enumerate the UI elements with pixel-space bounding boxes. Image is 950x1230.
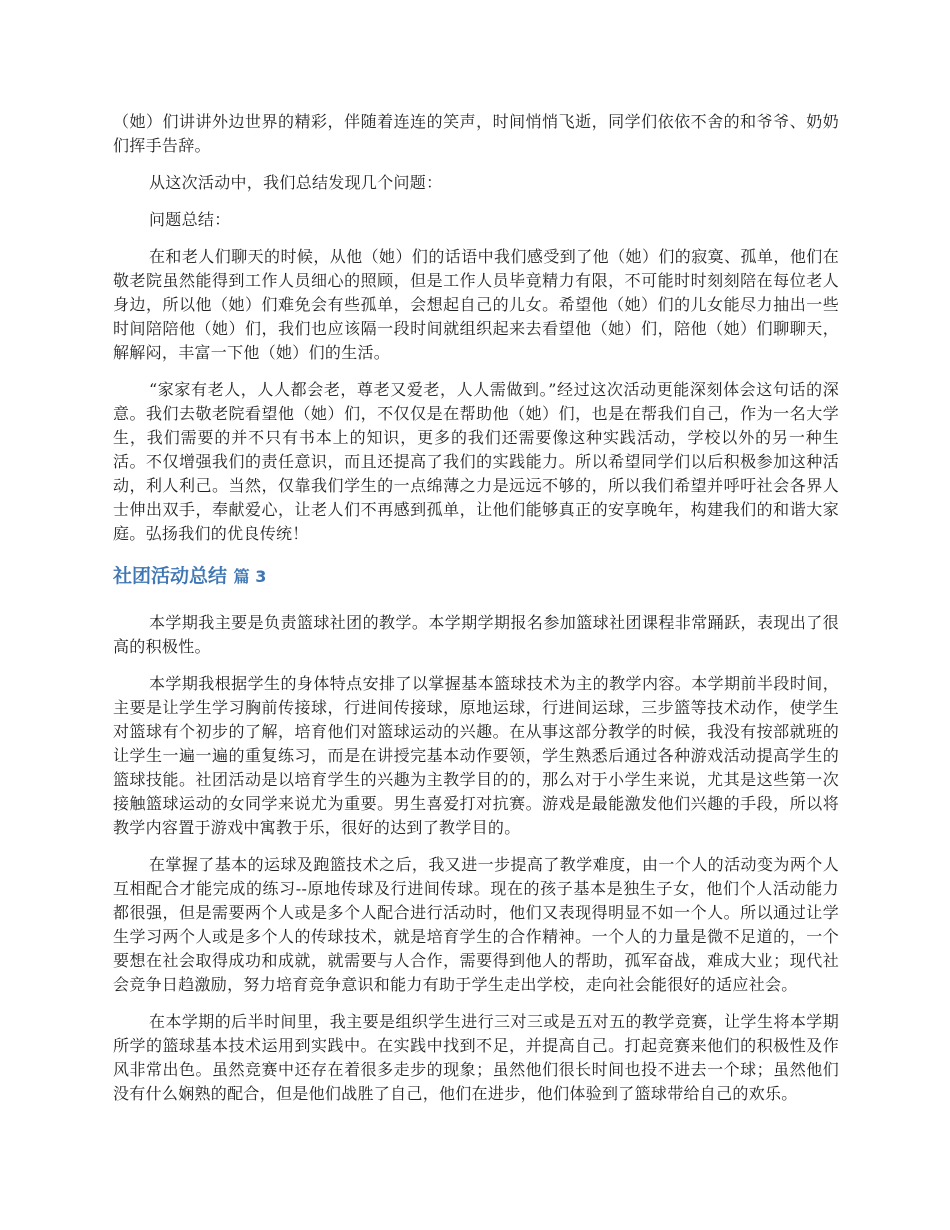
- section-heading: [113, 564, 839, 589]
- paragraph-respect-elderly: “家家有老人，人人都会老，尊老又爱老，人人需做到。”经过这次活动更能深刻体会这句话的深意。我们去敬老院看望他（她）们，不仅仅是在帮助他（她）们，也是在帮我们自己，作为一名大学生，我们需要的并不只有书本上的知识，更多的我们还需要像这种实践活动，学校以外的另一种生活。不仅增强我们的责任意识，而且还提高了我们的实践能力。所以希望同学们以后积极参加这种活动，利人利己。当然，仅靠我们学生的一点绵薄之力是远远不够的，所以我们希望并呼吁社会各界人士伸出双手，奉献爱心，让老人们不再感到孤单，让他们能够真正的安享晚年，构建我们的和谐大家庭。弘扬我们的优良传统！: [113, 380, 839, 543]
- section-heading-number: 篇 3: [233, 567, 267, 586]
- paragraph-elderly-loneliness: 在和老人们聊天的时候，从他（她）们的话语中我们感受到了他（她）们的寂寞、孤单，他们在敬老院虽然能得到工作人员细心的照顾，但是工作人员毕竟精力有限，不可能时时刻刻陪在每位老人身边，所以他（她）们难免会有些孤单，会想起自己的儿女。希望他（她）们的儿女能尽力抽出一些时间陪陪他（她）们，我们也应该隔一段时间就组织起来去看望他（她）们，陪他（她）们聊聊天，解解闷，丰富一下他（她）们的生活。: [113, 247, 839, 362]
- document-page: [113, 110, 839, 1119]
- paragraph-continued: （她）们讲讲外边世界的精彩，伴随着连连的笑声，时间悄悄飞逝，同学们依依不舍的和爷爷、奶奶们挥手告辞。: [113, 112, 839, 155]
- paragraph-teaching-content: 本学期我根据学生的身体特点安排了以掌握基本篮球技术为主的教学内容。本学期前半段时间，主要是让学生学习胸前传接球，行进间传接球，原地运球，行进间运球，三步篮等技术动作，使学生对篮球有个初步的了解，培育他们对篮球运动的兴趣。在从事这部分教学的时候，我没有按部就班的让学生一遍一遍的重复练习，而是在讲授完基本动作要领，学生熟悉后通过各种游戏活动提高学生的篮球技能。社团活动是以培育学生的兴趣为主教学目的的，那么对于小学生来说，尤其是这些第一次接触篮球运动的女同学来说尤为重要。男生喜爱打对抗赛。游戏是最能激发他们兴趣的手段，所以将教学内容置于游戏中寓教于乐，很好的达到了教学目的。: [113, 674, 839, 837]
- paragraph-problem-summary-label: 问题总结：: [149, 210, 231, 229]
- section-heading-title: 社团活动总结: [113, 565, 228, 587]
- paragraph-findings-intro: 从这次活动中，我们总结发现几个问题：: [149, 173, 443, 192]
- paragraph-club-intro: 本学期我主要是负责篮球社团的教学。本学期学期报名参加篮球社团课程非常踊跃，表现出了很高的积极性。: [113, 613, 839, 656]
- paragraph-passing-skills: 在掌握了基本的运球及跑篮技术之后，我又进一步提高了教学难度，由一个人的活动变为两个人互相配合才能完成的练习--原地传球及行进间传球。现在的孩子基本是独生子女，他们个人活动能力都很强，但是需要两个人或是多个人配合进行活动时，他们又表现得明显不如一个人。所以通过让学生学习两个人或是多个人的传球技术，就是培育学生的合作精神。一个人的力量是微不足道的，一个要想在社会取得成功和成就，就需要与人合作，需要得到他人的帮助，孤军奋战，难成大业；现代社会竞争日趋激励，努力培育竞争意识和能力有助于学生走出学校，走向社会能很好的适应社会。: [113, 855, 839, 994]
- paragraph-competition: 在本学期的后半时间里，我主要是组织学生进行三对三或是五对五的教学竞赛，让学生将本学期所学的篮球基本技术运用到实践中。在实践中找到不足，并提高自己。打起竞赛来他们的积极性及作风非常出色。虽然竞赛中还存在着很多走步的现象；虽然他们很长时间也投不进去一个球；虽然他们没有什么娴熟的配合，但是他们战胜了自己，他们在进步，他们体验到了篮球带给自己的欢乐。: [113, 1012, 839, 1103]
